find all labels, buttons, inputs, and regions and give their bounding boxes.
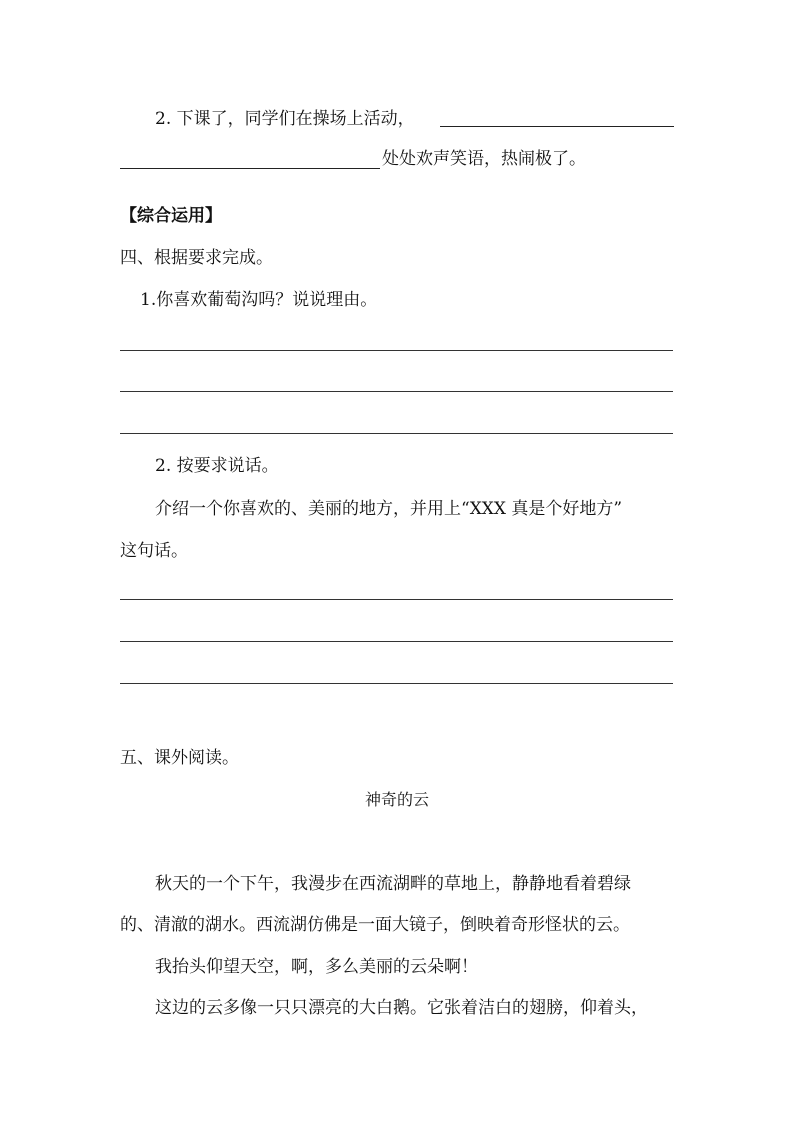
q1-answer-line-3[interactable] xyxy=(120,433,673,434)
q2-answer-line-2[interactable] xyxy=(120,641,673,642)
q2-answer-line-3[interactable] xyxy=(120,683,673,684)
q2-fill-line2: 处处欢声笑语，热闹极了。 xyxy=(382,149,586,169)
section-comprehensive-heading: 【综合运用】 xyxy=(120,206,222,226)
q2-answer-line-1[interactable] xyxy=(120,599,673,600)
q2-fill-line1: 2. 下课了，同学们在操场上活动， xyxy=(155,109,415,129)
q2-speaking-prompt-line1: 介绍一个你喜欢的、美丽的地方，并用上“XXX 真是个好地方” xyxy=(155,499,623,519)
q1-question: 1.你喜欢葡萄沟吗？说说理由。 xyxy=(140,290,378,310)
section-four-heading: 四、根据要求完成。 xyxy=(120,248,273,268)
section-five-heading: 五、课外阅读。 xyxy=(120,748,239,768)
q2-speaking-prompt-line2: 这句话。 xyxy=(120,541,188,561)
story-paragraph-line-1: 秋天的一个下午，我漫步在西流湖畔的草地上，静静地看着碧绿 xyxy=(155,874,631,894)
story-paragraph-line-3: 我抬头仰望天空，啊，多么美丽的云朵啊！ xyxy=(155,957,478,977)
story-paragraph-line-2: 的、清澈的湖水。西流湖仿佛是一面大镜子，倒映着奇形怪状的云。 xyxy=(120,915,630,935)
q2-answer-blank-2[interactable] xyxy=(120,168,380,169)
story-title: 神奇的云 xyxy=(364,790,429,809)
q2-speaking-title: 2. 按要求说话。 xyxy=(155,456,279,476)
story-paragraph-line-4: 这边的云多像一只只漂亮的大白鹅。它张着洁白的翅膀，仰着头， xyxy=(155,998,648,1018)
q1-answer-line-2[interactable] xyxy=(120,391,673,392)
q1-answer-line-1[interactable] xyxy=(120,350,673,351)
q2-answer-blank-1[interactable] xyxy=(440,126,674,127)
